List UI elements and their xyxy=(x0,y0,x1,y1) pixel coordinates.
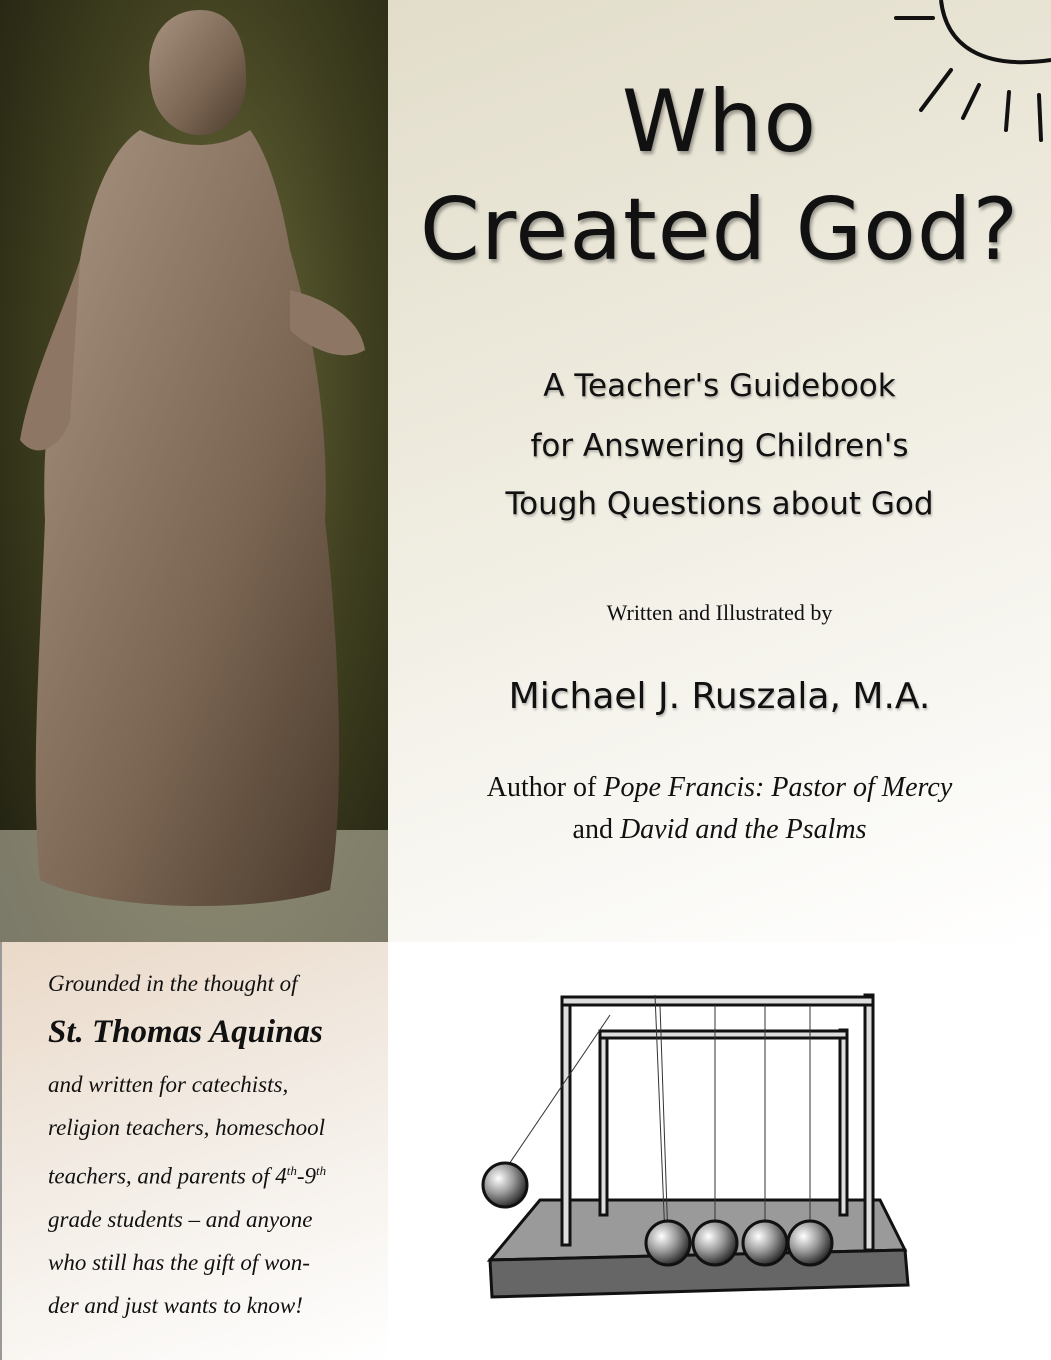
other-works-line-2 xyxy=(388,814,1051,846)
pendulum-ball xyxy=(743,1221,787,1265)
other-work-2: David and the Psalms xyxy=(619,814,867,845)
author-name: Michael J. Ruszala, M.A. xyxy=(508,676,931,717)
subtitle-line-2: for Answering Children's xyxy=(530,428,909,464)
title-line-2: Created God? xyxy=(419,180,1020,280)
blurb-sup: th xyxy=(316,1163,327,1178)
blurb-line: religion teachers, homeschool xyxy=(48,1115,326,1140)
blurb-panel xyxy=(0,942,388,1360)
blurb-line: der and just wants to know! xyxy=(48,1292,303,1318)
blurb-sup: th xyxy=(286,1163,297,1178)
pendulum-ball xyxy=(693,1221,737,1265)
other-work-1: Pope Francis: Pastor of Mercy xyxy=(603,772,953,803)
subtitle-line-1: A Teacher's Guidebook xyxy=(543,368,896,404)
pendulum-ball xyxy=(483,1163,527,1207)
statue-photo xyxy=(0,0,388,942)
blurb-highlight: St. Thomas Aquinas xyxy=(48,1014,323,1050)
blurb-text: -9 xyxy=(296,1163,317,1189)
title-line-1: Who xyxy=(621,72,818,172)
other-works-prefix: Author of xyxy=(486,772,604,803)
blurb-line: and written for catechists, xyxy=(48,1072,289,1097)
blurb-line xyxy=(48,1149,388,1198)
other-works-line-1 xyxy=(388,772,1051,804)
pendulum-ball xyxy=(788,1221,832,1265)
pendulum-ball xyxy=(646,1221,690,1265)
blurb-line: grade students – and anyone xyxy=(48,1206,313,1232)
blurb-line: who still has the gift of won- xyxy=(48,1249,310,1275)
byline: Written and Illustrated by xyxy=(606,600,833,625)
subtitle-line-3: Tough Questions about God xyxy=(505,486,934,522)
other-works-and: and xyxy=(572,814,620,845)
blurb-line: Grounded in the thought of xyxy=(48,971,298,996)
blurb-text: teachers, and parents of 4 xyxy=(48,1163,287,1189)
newtons-cradle-illustration xyxy=(470,985,970,1325)
